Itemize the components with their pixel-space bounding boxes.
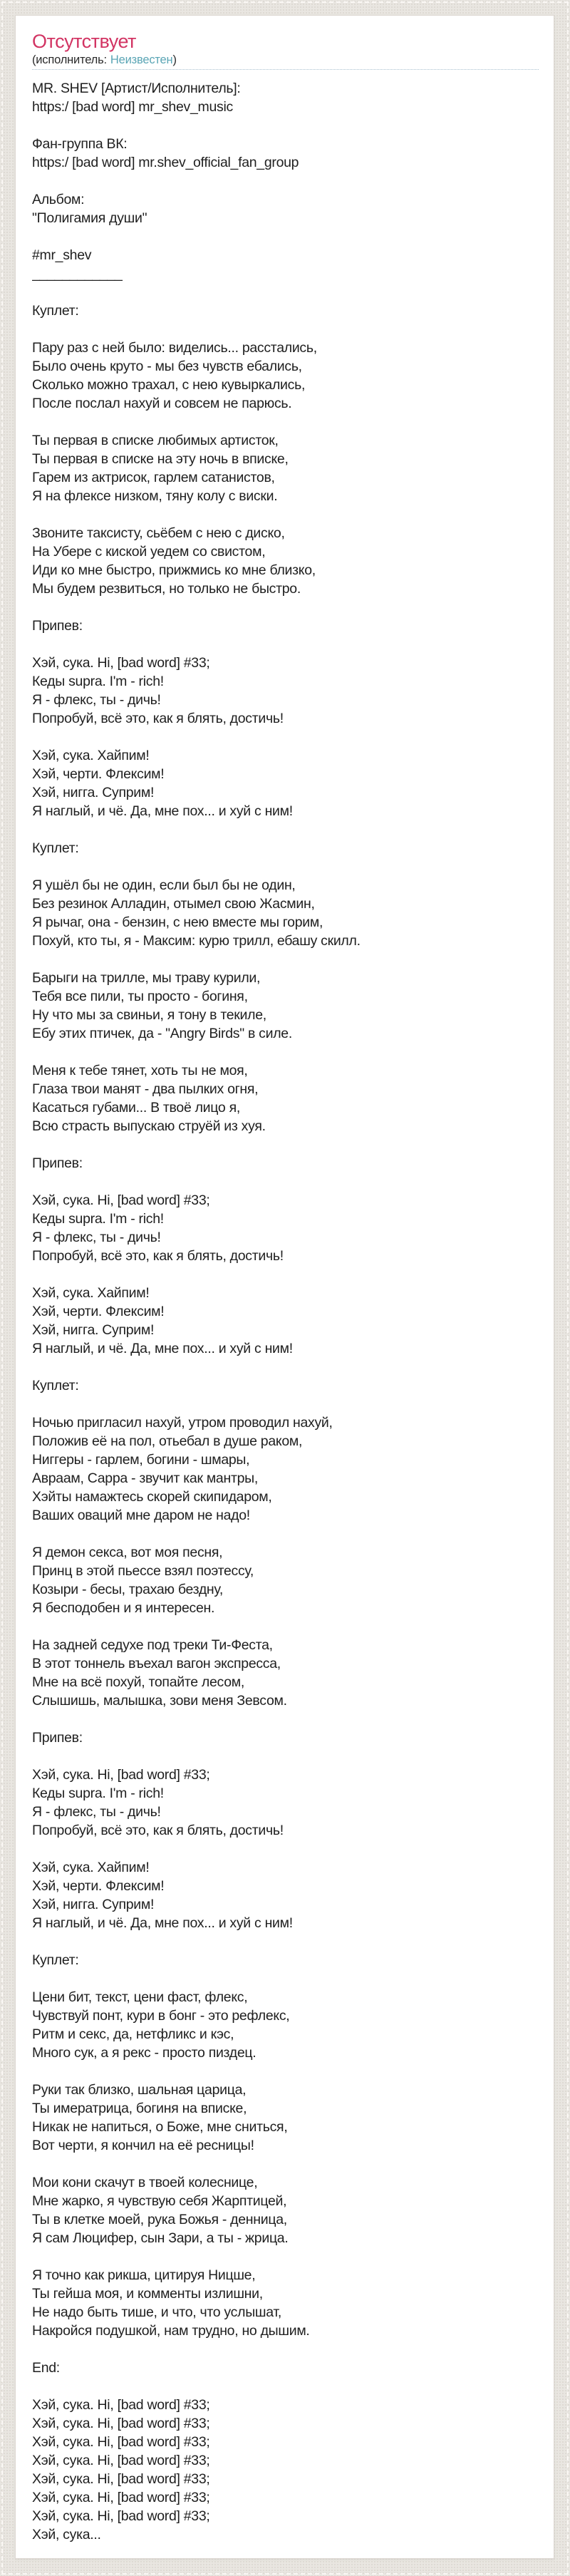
lyric-line: Хэй, сука...	[32, 2527, 101, 2542]
lyric-line: Попробуй, всё это, как я блять, достичь!	[32, 1248, 284, 1264]
lyric-line	[32, 2377, 539, 2396]
lyric-line: Хэй, нигга. Суприм!	[32, 785, 155, 800]
lyric-line: Я ушёл бы не один, если был бы не один,	[32, 877, 296, 893]
lyric-line	[32, 1043, 539, 1061]
lyric-line: Хэйты намажтесь скорей скипидаром,	[32, 1489, 272, 1505]
lyric-line: Барыги на трилле, мы траву курили,	[32, 970, 261, 986]
lyric-line: Хэй, сука. Хайпим!	[32, 1860, 150, 1875]
lyric-line: Попробуй, всё это, как я блять, достичь!	[32, 1823, 284, 1838]
lyric-line: Ритм и секс, да, нетфликс и кэс,	[32, 2026, 234, 2042]
lyric-line	[32, 172, 539, 190]
lyric-line: Я наглый, и чё. Да, мне пох... и хуй с ним!	[32, 1341, 293, 1356]
lyric-line: Тебя все пили, ты просто - богиня,	[32, 989, 248, 1004]
lyric-line	[32, 1265, 539, 1284]
lyric-line: Хэй, черти. Флексим!	[32, 1878, 165, 1894]
lyric-line: Я бесподобен и я интересен.	[32, 1600, 215, 1616]
lyric-line: Я на флексе низком, тяну колу с виски.	[32, 488, 278, 504]
lyric-line: Чувствуй понт, кури в бонг - это рефлекс,	[32, 2008, 290, 2024]
lyric-line: Много сук, а я рекс - просто пиздец.	[32, 2045, 256, 2061]
lyric-line: Ночью пригласил нахуй, утром проводил нахуй,	[32, 1415, 333, 1431]
lyric-line: Принц в этой пьессе взял поэтессу,	[32, 1563, 254, 1579]
lyric-line: Хэй, черти. Флексим!	[32, 766, 165, 782]
artist-close-paren: )	[172, 53, 177, 66]
lyric-line	[32, 283, 539, 302]
lyric-line: Хэй, сука. Hi, [bad word] #33;	[32, 2416, 210, 2431]
lyric-line: Я точно как рикша, цитируя Ницше,	[32, 2267, 256, 2283]
lyric-line	[32, 1617, 539, 1636]
lyric-line: Цени бит, текст, цени фаст, флекс,	[32, 1989, 248, 2005]
lyric-line: Положив её на пол, отьебал в душе раком,	[32, 1433, 303, 1449]
lyric-line: Кеды supra. I'm - rich!	[32, 1211, 164, 1227]
lyric-line: Ты первая в списке любимых артисток,	[32, 433, 279, 448]
lyric-line: Ниггеры - гарлем, богини - шмары,	[32, 1452, 250, 1468]
lyric-line: Без резинок Алладин, отымел свою Жасмин,	[32, 896, 315, 912]
artist-line	[32, 53, 539, 67]
lyric-line	[32, 728, 539, 746]
lyric-line: Гарем из актрисок, гарлем сатанистов,	[32, 470, 275, 485]
lyric-line: End:	[32, 2360, 60, 2376]
lyric-line: Фан-группа ВК:	[32, 136, 128, 152]
lyric-line	[32, 2155, 539, 2173]
lyric-line: Я рычаг, она - бензин, с нею вместе мы горим,	[32, 915, 323, 930]
lyric-line	[32, 1173, 539, 1191]
lyric-line: Глаза твои манят - два пылких огня,	[32, 1081, 259, 1097]
lyrics	[32, 79, 539, 2544]
song-title: Отсутствует	[32, 31, 136, 52]
lyric-line	[32, 1840, 539, 1858]
lyric-line	[32, 2247, 539, 2266]
lyric-line: Хэй, сука. Hi, [bad word] #33;	[32, 655, 210, 671]
lyric-line: Было очень круто - мы без чувств ебались,	[32, 359, 302, 374]
lyric-line: Ну что мы за свиньи, я тону в текиле,	[32, 1007, 266, 1023]
lyric-line: Авраам, Сарра - звучит как мантры,	[32, 1470, 258, 1486]
lyric-line: Хэй, сука. Hi, [bad word] #33;	[32, 2471, 210, 2487]
lyric-line: Не надо быть тише, и что, что услышат,	[32, 2304, 281, 2320]
lyric-line: MR. SHEV [Артист/Исполнитель]:	[32, 81, 241, 96]
lyric-line	[32, 2062, 539, 2081]
lyric-line	[32, 635, 539, 654]
lyric-line: Альбом:	[32, 192, 85, 207]
lyric-line	[32, 116, 539, 135]
lyric-line: Ты в клетке моей, рука Божья - денница,	[32, 2212, 287, 2227]
artist-link[interactable]: Неизвестен	[110, 53, 173, 66]
lyric-line: Меня к тебе тянет, хоть ты не моя,	[32, 1063, 248, 1078]
lyric-line: Я наглый, и чё. Да, мне пох... и хуй с ним!	[32, 803, 293, 819]
lyric-line: Я наглый, и чё. Да, мне пох... и хуй с ним!	[32, 1915, 293, 1931]
lyric-line: На задней седухе под треки Ти-Феста,	[32, 1637, 273, 1653]
lyric-line	[32, 1358, 539, 1376]
lyric-line: Хэй, сука. Хайпим!	[32, 1285, 150, 1301]
lyric-line: Хэй, нигга. Суприм!	[32, 1897, 155, 1912]
lyric-line: На Убере с киской уедем со свистом,	[32, 544, 266, 560]
lyric-line: Я - флекс, ты - дичь!	[32, 692, 161, 708]
lyric-line: ____________	[32, 266, 123, 282]
lyric-line: Слышишь, малышка, зови меня Зевсом.	[32, 1693, 287, 1709]
lyric-line	[32, 1395, 539, 1413]
lyric-line: Хэй, сука. Hi, [bad word] #33;	[32, 2453, 210, 2468]
lyric-line: Хэй, сука. Hi, [bad word] #33;	[32, 2434, 210, 2450]
lyric-line	[32, 820, 539, 839]
lyric-line	[32, 227, 539, 246]
lyric-line: Хэй, черти. Флексим!	[32, 1304, 165, 1319]
lyric-line: Я - флекс, ты - дичь!	[32, 1804, 161, 1820]
lyric-line: Хэй, нигга. Суприм!	[32, 1322, 155, 1338]
lyric-line: В этот тоннель въехал вагон экспресса,	[32, 1656, 281, 1671]
lyric-line: Всю страсть выпускаю струёй из хуя.	[32, 1118, 266, 1134]
lyric-line	[32, 2340, 539, 2359]
lyric-line: Припев:	[32, 1155, 83, 1171]
lyric-line: Припев:	[32, 1730, 83, 1746]
lyric-line: Вот черти, я кончил на её ресницы!	[32, 2138, 254, 2153]
lyric-line: Кеды supra. I'm - rich!	[32, 1786, 164, 1801]
song-header	[32, 30, 539, 70]
lyrics-card	[15, 15, 554, 2559]
lyric-line: Куплет:	[32, 840, 79, 856]
lyric-line	[32, 1969, 539, 1988]
lyric-line: Руки так близко, шальная царица,	[32, 2082, 247, 2098]
lyric-line: Ты имератрица, богиня на вписке,	[32, 2101, 247, 2116]
lyric-line: Кеды supra. I'm - rich!	[32, 674, 164, 689]
lyric-line: Мои кони скачут в твоей колеснице,	[32, 2175, 258, 2190]
lyric-line: После послал нахуй и совсем не парюсь.	[32, 396, 292, 411]
lyric-line	[32, 857, 539, 876]
lyric-line: Накройся подушкой, нам трудно, но дышим.	[32, 2323, 310, 2339]
lyric-line: Ваших оваций мне даром не надо!	[32, 1508, 250, 1523]
lyric-line: Звоните таксисту, сьёбем с нею с диско,	[32, 525, 285, 541]
lyric-line: Сколько можно трахал, с нею кувыркались,	[32, 377, 306, 393]
lyric-line: https:/ [bad word] mr_shev_music	[32, 99, 233, 115]
lyric-line: Касаться губами... В твоё лицо я,	[32, 1100, 240, 1116]
lyric-line: Хэй, сука. Hi, [bad word] #33;	[32, 2397, 210, 2413]
lyric-line	[32, 1932, 539, 1951]
lyric-line: Ты гейша моя, и комменты излишни,	[32, 2286, 263, 2302]
lyric-line: Куплет:	[32, 303, 79, 319]
lyric-line: Я сам Люцифер, сын Зари, а ты - жрица.	[32, 2230, 289, 2246]
lyric-line: Пару раз с ней было: виделись... расстались,	[32, 340, 317, 356]
lyric-line	[32, 505, 539, 524]
lyric-line: Я - флекс, ты - дичь!	[32, 1230, 161, 1245]
lyric-line	[32, 598, 539, 617]
lyric-line	[32, 413, 539, 431]
lyric-line: Припев:	[32, 618, 83, 634]
lyric-line	[32, 1135, 539, 1154]
lyric-line	[32, 1747, 539, 1766]
lyric-line: Хэй, сука. Hi, [bad word] #33;	[32, 1192, 210, 1208]
lyric-line: Куплет:	[32, 1952, 79, 1968]
lyric-line	[32, 1525, 539, 1543]
lyric-line: Ебу этих птичек, да - "Angry Birds" в силе.	[32, 1026, 292, 1041]
lyric-line: Иди ко мне быстро, прижмись ко мне близко,	[32, 562, 316, 578]
lyric-line: Хэй, сука. Hi, [bad word] #33;	[32, 2508, 210, 2524]
lyric-line: https:/ [bad word] mr.shev_official_fan_group	[32, 155, 299, 170]
lyric-line: Похуй, кто ты, я - Максим: курю трилл, ебашу скилл.	[32, 933, 361, 949]
lyric-line: #mr_shev	[32, 247, 92, 263]
lyric-line: Куплет:	[32, 1378, 79, 1393]
lyric-line: Хэй, сука. Хайпим!	[32, 748, 150, 763]
lyric-line	[32, 320, 539, 339]
artist-label: (исполнитель:	[32, 53, 107, 66]
lyric-line	[32, 1710, 539, 1729]
lyric-line: Я демон секса, вот моя песня,	[32, 1545, 223, 1560]
lyric-line: Мне жарко, я чувствую себя Жарптицей,	[32, 2193, 287, 2209]
lyric-line	[32, 950, 539, 969]
lyric-line: Козыри - бесы, трахаю бездну,	[32, 1582, 223, 1597]
lyric-line: Никак не напиться, о Боже, мне сниться,	[32, 2119, 288, 2135]
lyric-line: Хэй, сука. Hi, [bad word] #33;	[32, 2490, 210, 2505]
lyric-line: "Полигамия души"	[32, 210, 147, 226]
lyric-line: Хэй, сука. Hi, [bad word] #33;	[32, 1767, 210, 1783]
lyric-line: Мы будем резвиться, но только не быстро.	[32, 581, 301, 597]
lyric-line: Ты первая в списке на эту ночь в вписке,	[32, 451, 289, 467]
lyric-line: Мне на всё похуй, топайте лесом,	[32, 1674, 244, 1690]
lyric-line: Попробуй, всё это, как я блять, достичь!	[32, 711, 284, 726]
